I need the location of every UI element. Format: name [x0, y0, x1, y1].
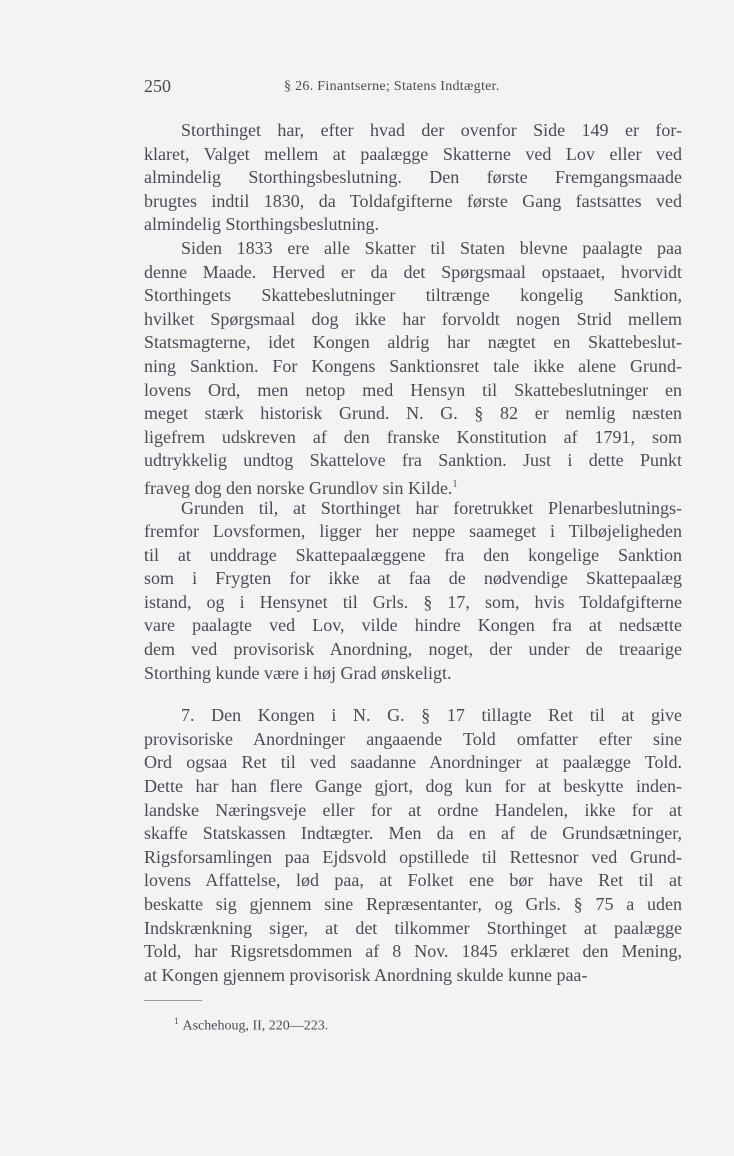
text-line [144, 591, 682, 615]
text-line [144, 822, 682, 846]
footnote-number: 1 [174, 1016, 179, 1026]
text-line [144, 893, 682, 917]
text-line [144, 662, 682, 686]
footnote-text: Aschehoug, II, 220—223. [182, 1018, 329, 1034]
page-number: 250 [144, 76, 171, 96]
line-text: ligefrem udskreven af den franske Konstitution af 1791, som [144, 426, 682, 447]
line-text: Storthingets Skattebeslutninger tiltrænge kongelig Sanktion, [144, 285, 682, 306]
footnote-rule [144, 1000, 202, 1001]
line-text: vare paalagte ved Lov, vilde hindre Kongen fra at nedsætte [144, 615, 682, 636]
line-text: at Kongen gjennem provisorisk Anordning skulde kunne paa- [144, 964, 588, 985]
text-line [144, 497, 682, 521]
text-line [144, 775, 682, 799]
text-line [144, 237, 682, 261]
text-line [144, 638, 682, 662]
footnote [174, 1016, 328, 1035]
text-line [144, 846, 682, 870]
line-text: almindelig Storthingsbeslutning. Den første Fremgangsmaade [144, 167, 682, 188]
body-text [144, 119, 682, 987]
text-line [144, 728, 682, 752]
text-line [144, 143, 682, 167]
line-text: dem ved provisorisk Anordning, noget, der under de treaarige [144, 639, 682, 660]
line-text: udtrykkelig undtog Skattelove fra Sanktion. Just i dette Punkt [144, 450, 682, 471]
line-text: som i Frygten for ikke at faa de nødvendige Skattepaalæg [144, 568, 682, 589]
line-text: denne Maade. Herved er da det Spørgsmaal opstaaet, hvorvidt [144, 261, 682, 282]
text-line [144, 869, 682, 893]
running-head: § 26. Finantserne; Statens Indtægter. [284, 79, 500, 94]
text-line [144, 799, 682, 823]
text-line [144, 166, 682, 190]
line-text: Indskrænkning siger, at det tilkommer Storthinget at paalægge [144, 917, 682, 938]
footnote-reference[interactable]: 1 [452, 478, 458, 490]
line-text: Told, har Rigsretsdommen af 8 Nov. 1845 erklæret den Mening, [144, 941, 682, 962]
line-text: landske Næringsveje eller for at ordne Handelen, ikke for at [144, 799, 682, 820]
line-text: Statsmagterne, idet Kongen aldrig har nægtet en Skattebeslut- [144, 332, 682, 353]
text-line [144, 964, 682, 988]
section-gap [144, 685, 682, 704]
line-text: meget stærk historisk Grund. N. G. § 82 er nemlig næsten [144, 403, 682, 424]
line-text: Grunden til, at Storthinget har foretrukket Plenarbeslutnings- [181, 497, 682, 518]
text-line [144, 190, 682, 214]
line-text: lovens Affattelse, lød paa, at Folket ene bør have Ret til at [144, 870, 682, 891]
text-line [144, 213, 682, 237]
text-line [144, 426, 682, 450]
line-text: provisoriske Anordninger angaaende Told omfatter efter sine [144, 728, 682, 749]
paragraph [144, 497, 682, 686]
text-line [144, 331, 682, 355]
text-line [144, 940, 682, 964]
paragraph [144, 119, 682, 237]
line-text: lovens Ord, men netop med Hensyn til Skattebeslutninger en [144, 379, 682, 400]
line-text: Storthing kunde være i høj Grad ønskeligt. [144, 662, 452, 683]
line-text: istand, og i Hensynet til Grls. § 17, som, hvis Toldafgifterne [144, 591, 682, 612]
line-text: ning Sanktion. For Kongens Sanktionsret tale ikke alene Grund- [144, 355, 682, 376]
text-line [144, 402, 682, 426]
line-text: beskatte sig gjennem sine Repræsentanter, og Grls. § 75 a uden [144, 894, 682, 914]
text-line [144, 751, 682, 775]
line-text: skaffe Statskassen Indtægter. Men da en af de Grundsætninger, [144, 823, 682, 844]
line-text: brugtes indtil 1830, da Toldafgifterne første Gang fastsattes ved [144, 190, 682, 211]
text-line [144, 261, 682, 285]
text-line [144, 704, 682, 728]
text-line [144, 449, 682, 473]
text-line [144, 308, 682, 332]
line-text: almindelig Storthingsbeslutning. [144, 214, 379, 235]
paragraph [144, 237, 682, 497]
text-line [144, 567, 682, 591]
line-text: Siden 1833 ere alle Skatter til Staten blevne paalagte paa [181, 237, 682, 258]
line-text: Rigsforsamlingen paa Ejdsvold opstillede til Rettesnor ved Grund- [144, 846, 682, 867]
paragraph [144, 704, 682, 987]
line-text: Ord ogsaa Ret til ved saadanne Anordninger at paalægge Told. [144, 752, 682, 773]
text-line [144, 917, 682, 941]
line-text: 7. Den Kongen i N. G. § 17 tillagte Ret til at give [181, 705, 682, 726]
line-text: til at unddrage Skattepaalæggene fra den kongelige Sanktion [144, 544, 682, 565]
text-line [144, 544, 682, 568]
line-text: fraveg dog den norske Grundlov sin Kilde. [144, 477, 453, 498]
text-line [144, 355, 682, 379]
text-line [144, 473, 682, 497]
line-text: Dette har han flere Gange gjort, dog kun for at beskytte inden- [144, 776, 682, 797]
line-text: hvilket Spørgsmaal dog ikke har forvoldt nogen Strid mellem [144, 308, 682, 329]
text-line [144, 119, 682, 143]
line-text: Storthinget har, efter hvad der ovenfor Side 149 er for- [181, 120, 682, 140]
line-text: klaret, Valget mellem at paalægge Skatterne ved Lov eller ved [144, 143, 682, 164]
text-line [144, 379, 682, 403]
text-line [144, 614, 682, 638]
line-text: fremfor Lovsformen, ligger her neppe saameget i Tilbøjeligheden [144, 521, 682, 542]
text-line [144, 284, 682, 308]
text-line [144, 520, 682, 544]
